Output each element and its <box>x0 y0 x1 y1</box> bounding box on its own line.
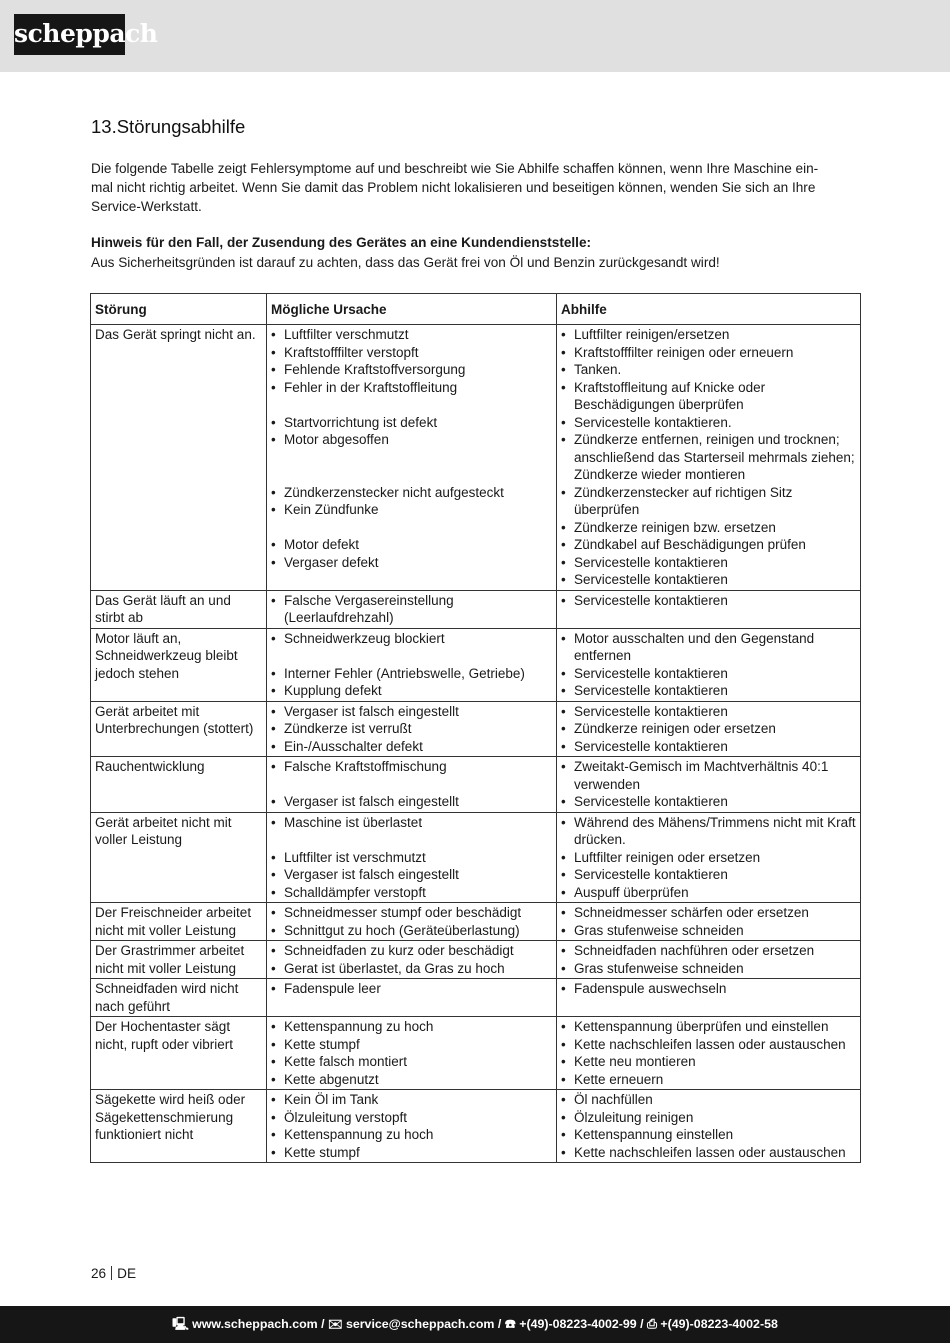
page-number-value: 26 <box>91 1266 107 1281</box>
page-number <box>91 1266 136 1281</box>
cause-item: • Kette falsch montiert <box>284 1053 552 1071</box>
bullet-list <box>561 1018 856 1088</box>
cause-item: • Zündkerzenstecker nicht aufgesteckt <box>284 484 552 502</box>
phone-icon: ☎ <box>504 1317 516 1331</box>
cause-item: • Fehler in der Kraftstoffleitung <box>284 379 552 397</box>
remedy-cell <box>557 325 861 591</box>
cause-cell <box>267 701 557 757</box>
table-row <box>91 1090 861 1163</box>
cause-item: • Schneidfaden zu kurz oder beschädigt <box>284 942 552 960</box>
column-header-remedy: Abhilfe <box>557 294 861 325</box>
remedy-item: • Kettenspannung einstellen <box>574 1126 856 1144</box>
cause-cell <box>267 812 557 903</box>
footer-email: service@scheppach.com <box>345 1317 495 1331</box>
remedy-item: • Kraftstofffilter reinigen oder erneuern <box>574 344 856 362</box>
bullet-list <box>561 1091 856 1161</box>
cause-item: • Vergaser ist falsch eingestellt <box>284 866 552 884</box>
brand-logo: scheppach <box>14 14 125 55</box>
remedy-item: • Motor ausschalten und den Gegenstand entfernen <box>574 630 856 665</box>
cause-item: • Zündkerze ist verrußt <box>284 720 552 738</box>
remedy-item: • Kette nachschleifen lassen oder austauschen <box>574 1144 856 1162</box>
remedy-item: • Kettenspannung überprüfen und einstellen <box>574 1018 856 1036</box>
cause-item: • Kette abgenutzt <box>284 1071 552 1089</box>
table-row <box>91 1017 861 1090</box>
fault-cell: Gerät arbeitet mit Unterbrechungen (stottert) <box>91 701 267 757</box>
cause-item: • Kraftstofffilter verstopft <box>284 344 552 362</box>
cause-item <box>284 449 552 467</box>
footer-separator: / <box>494 1317 505 1331</box>
remedy-item: • Zündkabel auf Beschädigungen prüfen <box>574 536 856 554</box>
remedy-item: • Auspuff überprüfen <box>574 884 856 902</box>
fault-cell: Der Hochentaster sägt nicht, rupft oder vibriert <box>91 1017 267 1090</box>
bullet-list <box>561 703 856 756</box>
bullet-list <box>271 942 552 977</box>
cause-item: • Schnittgut zu hoch (Geräteüberlastung) <box>284 922 552 940</box>
remedy-item: • Servicestelle kontaktieren <box>574 793 856 811</box>
bullet-list <box>271 703 552 756</box>
cause-item: • Schalldämpfer verstopft <box>284 884 552 902</box>
remedy-item: • Zündkerze reinigen oder ersetzen <box>574 720 856 738</box>
remedy-item: • Fadenspule auswechseln <box>574 980 856 998</box>
remedy-item: • Servicestelle kontaktieren <box>574 703 856 721</box>
cause-item: • Kettenspannung zu hoch <box>284 1126 552 1144</box>
cause-cell <box>267 590 557 628</box>
remedy-item: • Servicestelle kontaktieren. <box>574 414 856 432</box>
fault-cell: Gerät arbeitet nicht mit voller Leistung <box>91 812 267 903</box>
cause-cell <box>267 941 557 979</box>
table-row <box>91 757 861 813</box>
remedy-cell <box>557 979 861 1017</box>
bullet-list <box>271 630 552 700</box>
remedy-item: • Schneidmesser schärfen oder ersetzen <box>574 904 856 922</box>
cause-item: • Kein Öl im Tank <box>284 1091 552 1109</box>
cause-item: • Startvorrichtung ist defekt <box>284 414 552 432</box>
remedy-item: • Kraftstoffleitung auf Knicke oder Beschädigungen überprüfen <box>574 379 856 414</box>
intro-line: mal nicht richtig arbeitet. Wenn Sie damit das Problem nicht lokalisieren und beseitigen können, wenden Sie sich an Ihre <box>91 180 816 195</box>
table-body <box>91 325 861 1163</box>
remedy-item: • Gras stufenweise schneiden <box>574 922 856 940</box>
cause-item: • Falsche Kraftstoffmischung <box>284 758 552 776</box>
remedy-item: • Öl nachfüllen <box>574 1091 856 1109</box>
table-row <box>91 325 861 591</box>
section-title: Störungsabhilfe <box>116 116 246 137</box>
cause-item <box>284 831 552 849</box>
remedy-item: • Zündkerze reinigen bzw. ersetzen <box>574 519 856 537</box>
remedy-cell <box>557 590 861 628</box>
cause-item: • Luftfilter verschmutzt <box>284 326 552 344</box>
cause-item <box>284 647 552 665</box>
remedy-item: • Servicestelle kontaktieren <box>574 571 856 589</box>
cause-cell <box>267 1090 557 1163</box>
cause-item <box>284 396 552 414</box>
bullet-list <box>271 758 552 811</box>
column-header-fault: Störung <box>91 294 267 325</box>
remedy-item: • Kette nachschleifen lassen oder austauschen <box>574 1036 856 1054</box>
bullet-list <box>271 814 552 902</box>
remedy-cell <box>557 757 861 813</box>
footer-website: www.scheppach.com <box>192 1317 318 1331</box>
table-row <box>91 812 861 903</box>
remedy-cell <box>557 812 861 903</box>
cause-item: • Motor defekt <box>284 536 552 554</box>
column-header-cause: Mögliche Ursache <box>267 294 557 325</box>
intro-paragraph <box>91 159 861 216</box>
fault-cell: Schneidfaden wird nicht nach geführt <box>91 979 267 1017</box>
footer-contact <box>0 1306 950 1343</box>
fault-cell: Motor läuft an, Schneidwerkzeug bleibt jedoch stehen <box>91 628 267 701</box>
computer-icon: 🖳 <box>172 1317 189 1331</box>
cause-item: • Gerat ist überlastet, da Gras zu hoch <box>284 960 552 978</box>
cause-item: • Luftfilter ist verschmutzt <box>284 849 552 867</box>
cause-cell <box>267 628 557 701</box>
remedy-item: • Zweitakt-Gemisch im Machtverhältnis 40:1 verwenden <box>574 758 856 793</box>
bullet-list <box>561 326 856 589</box>
bullet-list <box>561 592 856 610</box>
troubleshooting-table <box>90 293 861 1163</box>
remedy-item: • Servicestelle kontaktieren <box>574 665 856 683</box>
cause-item: • Schneidmesser stumpf oder beschädigt <box>284 904 552 922</box>
remedy-item: • Kette erneuern <box>574 1071 856 1089</box>
cause-cell <box>267 325 557 591</box>
cause-item: • Ölzuleitung verstopft <box>284 1109 552 1127</box>
note-text: Aus Sicherheitsgründen ist darauf zu achten, dass das Gerät frei von Öl und Benzin zurückgesandt wird! <box>91 255 720 270</box>
footer-fax: +(49)-08223-4002-58 <box>660 1317 778 1331</box>
remedy-cell <box>557 628 861 701</box>
cause-cell <box>267 903 557 941</box>
cause-item: • Vergaser defekt <box>284 554 552 572</box>
table-header-row <box>91 294 861 325</box>
bullet-list <box>561 904 856 939</box>
header-bar <box>0 0 950 72</box>
cause-item: • Kettenspannung zu hoch <box>284 1018 552 1036</box>
remedy-item: • Tanken. <box>574 361 856 379</box>
bullet-list <box>271 904 552 939</box>
bullet-list <box>561 814 856 902</box>
cause-item: • Motor abgesoffen <box>284 431 552 449</box>
remedy-item: • Zündkerzenstecker auf richtigen Sitz überprüfen <box>574 484 856 519</box>
cause-item: • Kette stumpf <box>284 1144 552 1162</box>
remedy-item: • Kette neu montieren <box>574 1053 856 1071</box>
remedy-item: • Servicestelle kontaktieren <box>574 738 856 756</box>
section-heading <box>91 116 245 138</box>
cause-item <box>284 776 552 794</box>
intro-line: Die folgende Tabelle zeigt Fehlersymptome auf und beschreibt wie Sie Abhilfe schaffen können, wenn Ihre Maschine ein- <box>91 161 819 176</box>
fault-cell: Sägekette wird heiß oder Sägekettenschmierung funktioniert nicht <box>91 1090 267 1163</box>
table-row <box>91 903 861 941</box>
note-title: Hinweis für den Fall, der Zusendung des Gerätes an eine Kundendienststelle: <box>91 235 592 250</box>
bullet-list <box>271 1091 552 1161</box>
fax-icon: ⎙ <box>647 1317 657 1331</box>
fault-cell: Das Gerät läuft an und stirbt ab <box>91 590 267 628</box>
intro-line: Service-Werkstatt. <box>91 199 202 214</box>
remedy-cell <box>557 701 861 757</box>
table-row <box>91 701 861 757</box>
cause-item <box>284 519 552 537</box>
remedy-item: • Luftfilter reinigen/ersetzen <box>574 326 856 344</box>
remedy-cell <box>557 1017 861 1090</box>
section-number: 13. <box>91 116 117 137</box>
bullet-list <box>561 758 856 811</box>
cause-item: • Schneidwerkzeug blockiert <box>284 630 552 648</box>
cause-item: • Interner Fehler (Antriebswelle, Getriebe) <box>284 665 552 683</box>
remedy-item: • Servicestelle kontaktieren <box>574 866 856 884</box>
remedy-item: • Schneidfaden nachführen oder ersetzen <box>574 942 856 960</box>
footer-phone: +(49)-08223-4002-99 <box>519 1317 637 1331</box>
remedy-item: • Gras stufenweise schneiden <box>574 960 856 978</box>
cause-item: • Vergaser ist falsch eingestellt <box>284 793 552 811</box>
footer-separator: / <box>317 1317 328 1331</box>
bullet-list <box>561 942 856 977</box>
table-row <box>91 941 861 979</box>
page-language: DE <box>117 1266 137 1281</box>
cause-item: • Fehlende Kraftstoffversorgung <box>284 361 552 379</box>
table-row <box>91 979 861 1017</box>
cause-item: • Maschine ist überlastet <box>284 814 552 832</box>
remedy-item: • Luftfilter reinigen oder ersetzen <box>574 849 856 867</box>
cause-cell <box>267 979 557 1017</box>
footer-separator: / <box>636 1317 648 1331</box>
remedy-cell <box>557 941 861 979</box>
page-separator <box>111 1266 112 1280</box>
cause-cell <box>267 1017 557 1090</box>
bullet-list <box>271 980 552 998</box>
bullet-list <box>271 1018 552 1088</box>
footer-bar <box>0 1306 950 1343</box>
table-row <box>91 628 861 701</box>
bullet-list <box>271 326 552 571</box>
cause-item: • Falsche Vergasereinstellung (Leerlaufdrehzahl) <box>284 592 552 627</box>
cause-item: • Ein-/Ausschalter defekt <box>284 738 552 756</box>
remedy-item: • Servicestelle kontaktieren <box>574 592 856 610</box>
bullet-list <box>271 592 552 627</box>
table-row <box>91 590 861 628</box>
cause-item <box>284 466 552 484</box>
remedy-item: • Während des Mähens/Trimmens nicht mit Kraft drücken. <box>574 814 856 849</box>
cause-item: • Vergaser ist falsch eingestellt <box>284 703 552 721</box>
remedy-cell <box>557 1090 861 1163</box>
remedy-item: • Servicestelle kontaktieren <box>574 682 856 700</box>
mail-icon: ✉ <box>328 1317 343 1331</box>
cause-cell <box>267 757 557 813</box>
bullet-list <box>561 630 856 700</box>
cause-item: • Kein Zündfunke <box>284 501 552 519</box>
remedy-item: • Ölzuleitung reinigen <box>574 1109 856 1127</box>
fault-cell: Der Freischneider arbeitet nicht mit voller Leistung <box>91 903 267 941</box>
remedy-item: • Servicestelle kontaktieren <box>574 554 856 572</box>
remedy-cell <box>557 903 861 941</box>
bullet-list <box>561 980 856 998</box>
fault-cell: Das Gerät springt nicht an. <box>91 325 267 591</box>
fault-cell: Der Grastrimmer arbeitet nicht mit voller Leistung <box>91 941 267 979</box>
cause-item: • Kupplung defekt <box>284 682 552 700</box>
fault-cell: Rauchentwicklung <box>91 757 267 813</box>
remedy-item: • Zündkerze entfernen, reinigen und trocknen; anschließend das Starterseil mehrmals ziehen; Zündkerze wieder montieren <box>574 431 856 484</box>
cause-item: • Fadenspule leer <box>284 980 552 998</box>
cause-item: • Kette stumpf <box>284 1036 552 1054</box>
